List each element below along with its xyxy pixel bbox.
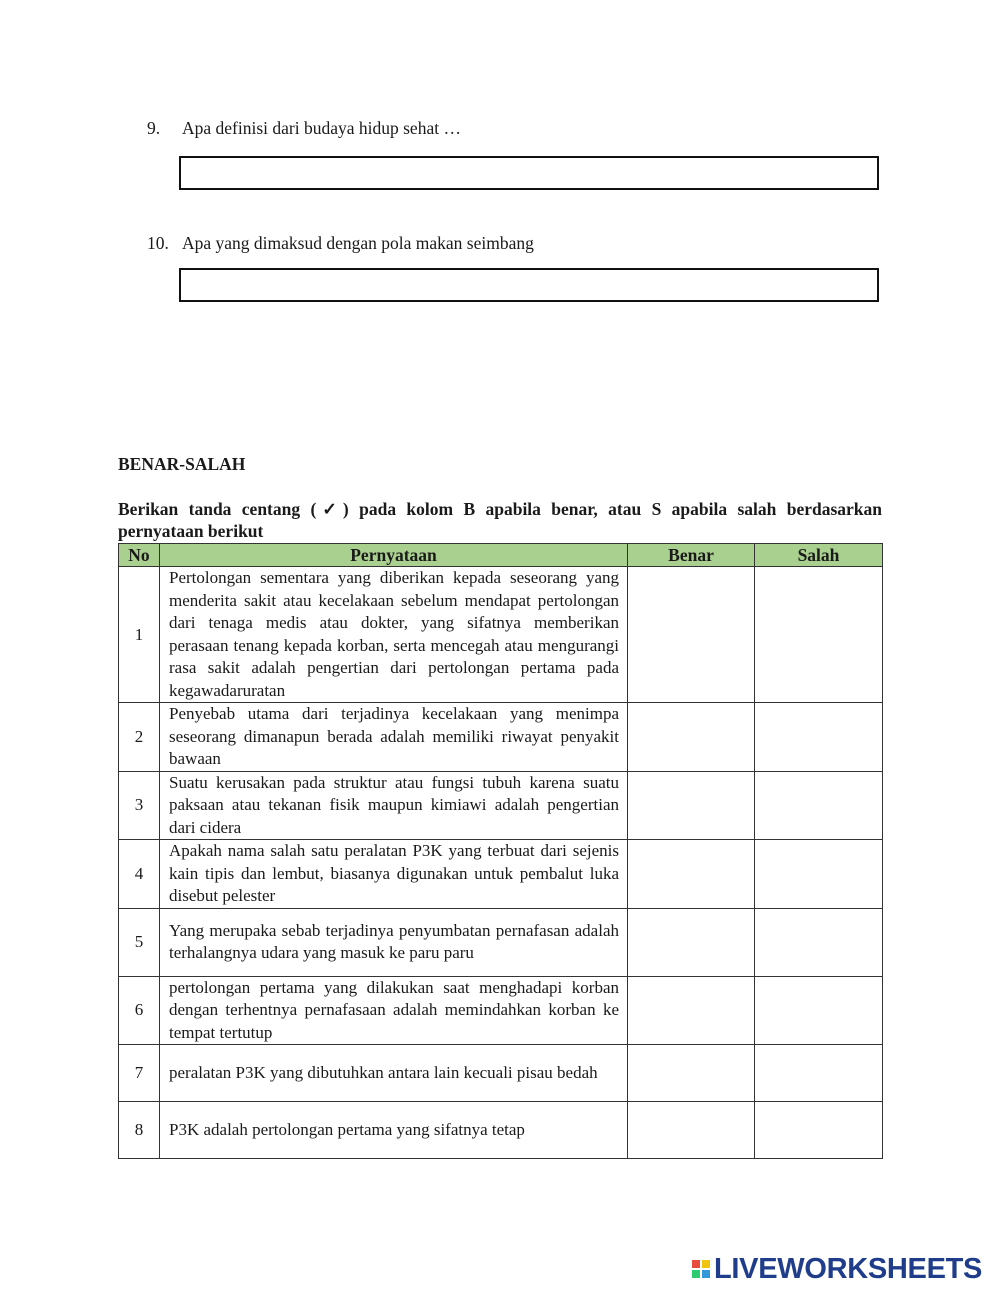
- false-checkbox-cell[interactable]: [755, 908, 883, 976]
- true-checkbox-cell[interactable]: [628, 567, 755, 703]
- question-text: Apa definisi dari budaya hidup sehat …: [182, 118, 461, 138]
- header-true: Benar: [628, 544, 755, 567]
- header-statement: Pernyataan: [160, 544, 628, 567]
- false-checkbox-cell[interactable]: [755, 703, 883, 772]
- question-9: [147, 118, 461, 139]
- true-false-table: [118, 543, 883, 1159]
- row-number: 3: [119, 771, 160, 840]
- row-statement: peralatan P3K yang dibutuhkan antara lain kecuali pisau bedah: [160, 1045, 628, 1102]
- false-checkbox-cell[interactable]: [755, 771, 883, 840]
- answer-box-9[interactable]: [179, 156, 879, 190]
- question-text: Apa yang dimaksud dengan pola makan seimbang: [182, 233, 534, 253]
- true-checkbox-cell[interactable]: [628, 1045, 755, 1102]
- true-checkbox-cell[interactable]: [628, 703, 755, 772]
- row-statement: Suatu kerusakan pada struktur atau fungsi tubuh karena suatu paksaan atau tekanan fisik maupun kimiawi adalah pengertian dari cidera: [160, 771, 628, 840]
- logo-square: [692, 1270, 700, 1278]
- row-statement: Yang merupaka sebab terjadinya penyumbatan pernafasan adalah terhalangnya udara yang masuk ke paru paru: [160, 908, 628, 976]
- table-row: [119, 567, 883, 703]
- false-checkbox-cell[interactable]: [755, 840, 883, 909]
- true-checkbox-cell[interactable]: [628, 908, 755, 976]
- table-row: [119, 976, 883, 1045]
- true-checkbox-cell[interactable]: [628, 840, 755, 909]
- liveworksheets-logo: [692, 1252, 982, 1286]
- table-row: [119, 771, 883, 840]
- logo-square: [692, 1260, 700, 1268]
- instruction-text: Berikan tanda centang (✓) pada kolom B apabila benar, atau S apabila salah berdasarkan pernyataan berikut: [118, 499, 882, 541]
- table-header-row: [119, 544, 883, 567]
- false-checkbox-cell[interactable]: [755, 976, 883, 1045]
- question-number: 10.: [147, 233, 169, 253]
- section-title: BENAR-SALAH: [118, 454, 246, 474]
- logo-square: [702, 1260, 710, 1268]
- row-number: 7: [119, 1045, 160, 1102]
- header-false: Salah: [755, 544, 883, 567]
- false-checkbox-cell[interactable]: [755, 1102, 883, 1159]
- table-row: [119, 1045, 883, 1102]
- table-row: [119, 1102, 883, 1159]
- row-statement: Pertolongan sementara yang diberikan kepada seseorang yang menderita sakit atau kecelakaan sebelum mendapat pertolongan dari tenaga medis atau dokter, yang sifatnya memberikan perasaan tenang kepada korban, serta mencegah atau mengurangi rasa sakit adalah pengertian dari pertolongan pertama pada kegawadaruratan: [160, 567, 628, 703]
- question-10: [147, 233, 534, 254]
- logo-square: [702, 1270, 710, 1278]
- logo-mark-icon: [692, 1260, 710, 1278]
- true-checkbox-cell[interactable]: [628, 976, 755, 1045]
- answer-box-10[interactable]: [179, 268, 879, 302]
- false-checkbox-cell[interactable]: [755, 1045, 883, 1102]
- logo-text: LIVEWORKSHEETS: [714, 1252, 983, 1285]
- row-number: 5: [119, 908, 160, 976]
- true-checkbox-cell[interactable]: [628, 1102, 755, 1159]
- row-statement: Penyebab utama dari terjadinya kecelakaan yang menimpa seseorang dimanapun berada adalah memiliki riwayat penyakit bawaan: [160, 703, 628, 772]
- question-number: 9.: [147, 118, 161, 138]
- row-statement: Apakah nama salah satu peralatan P3K yang terbuat dari sejenis kain tipis dan lembut, biasanya digunakan untuk pembalut luka disebut pelester: [160, 840, 628, 909]
- row-statement: pertolongan pertama yang dilakukan saat menghadapi korban dengan terhentnya pernafasaan adalah memindahkan korban ke tempat tertutup: [160, 976, 628, 1045]
- true-checkbox-cell[interactable]: [628, 771, 755, 840]
- row-number: 8: [119, 1102, 160, 1159]
- header-no: No: [119, 544, 160, 567]
- table-row: [119, 840, 883, 909]
- table-row: [119, 703, 883, 772]
- false-checkbox-cell[interactable]: [755, 567, 883, 703]
- table-row: [119, 908, 883, 976]
- row-number: 6: [119, 976, 160, 1045]
- row-number: 4: [119, 840, 160, 909]
- row-number: 2: [119, 703, 160, 772]
- row-number: 1: [119, 567, 160, 703]
- row-statement: P3K adalah pertolongan pertama yang sifatnya tetap: [160, 1102, 628, 1159]
